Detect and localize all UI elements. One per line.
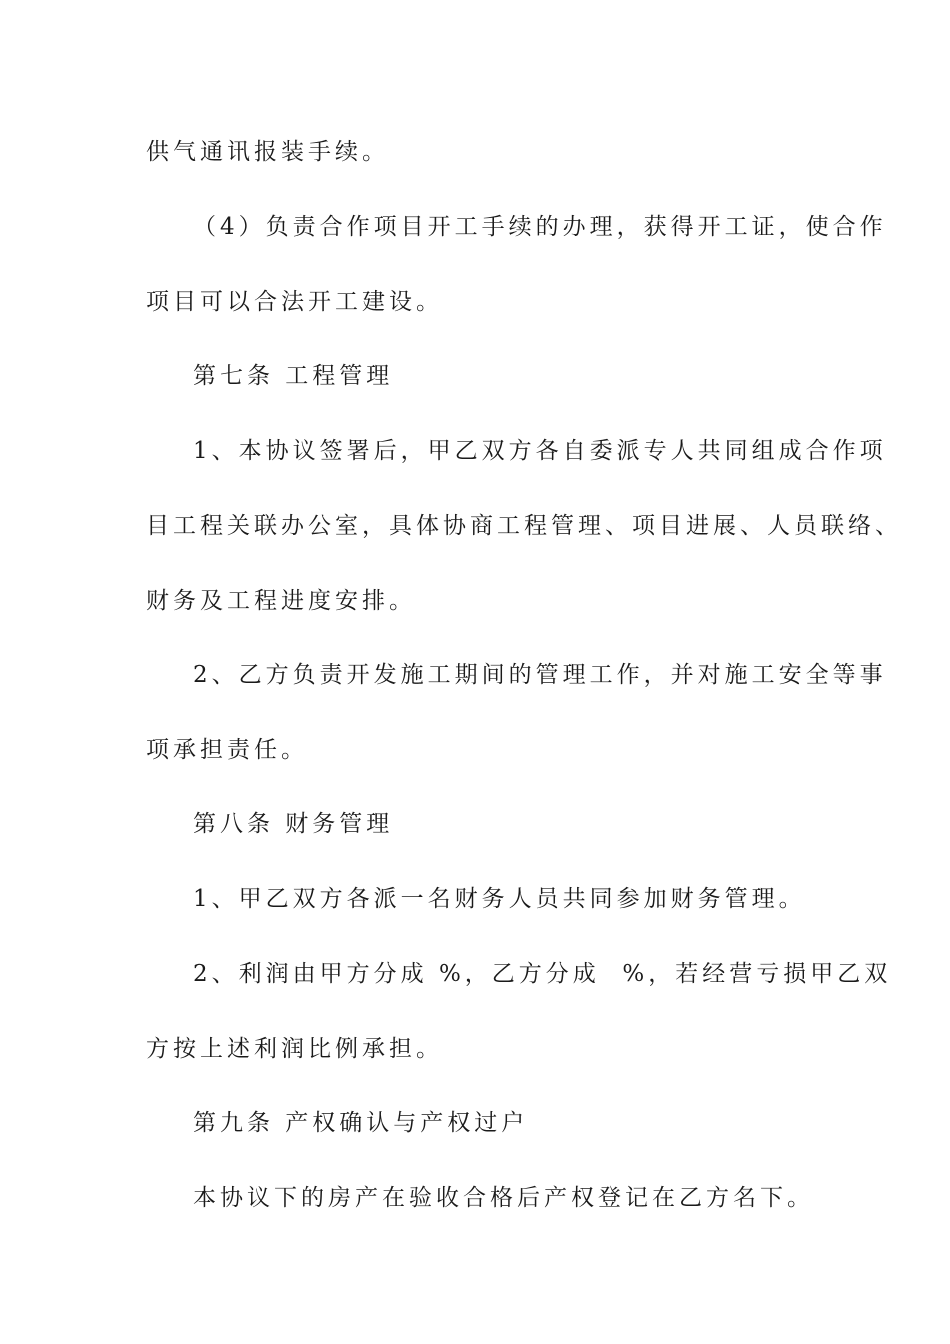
text-line-1: 供气通讯报装手续。	[146, 139, 389, 165]
text-line-8: 2、乙方负责开发施工期间的管理工作，并对施工安全等事	[193, 662, 887, 688]
section-heading-7: 第七条 工程管理	[193, 363, 394, 389]
text-line-5: 1、本协议签署后，甲乙双方各自委派专人共同组成合作项	[193, 438, 887, 464]
text-line-15: 本协议下的房产在验收合格后产权登记在乙方名下。	[193, 1185, 814, 1211]
text-line-3: 项目可以合法开工建设。	[146, 289, 443, 315]
text-line-13: 方按上述利润比例承担。	[146, 1036, 443, 1062]
text-line-12: 2、利润由甲方分成 %，乙方分成 %，若经营亏损甲乙双	[193, 961, 892, 987]
text-line-7: 财务及工程进度安排。	[146, 588, 416, 614]
section-heading-8: 第八条 财务管理	[193, 811, 394, 837]
text-line-6: 目工程关联办公室，具体协商工程管理、项目进展、人员联络、	[146, 513, 902, 539]
section-heading-9: 第九条 产权确认与产权过户	[193, 1110, 529, 1136]
text-line-2: （4）负责合作项目开工手续的办理，获得开工证，使合作	[193, 214, 887, 240]
text-line-11: 1、甲乙双方各派一名财务人员共同参加财务管理。	[193, 886, 806, 912]
text-line-9: 项承担责任。	[146, 737, 308, 763]
